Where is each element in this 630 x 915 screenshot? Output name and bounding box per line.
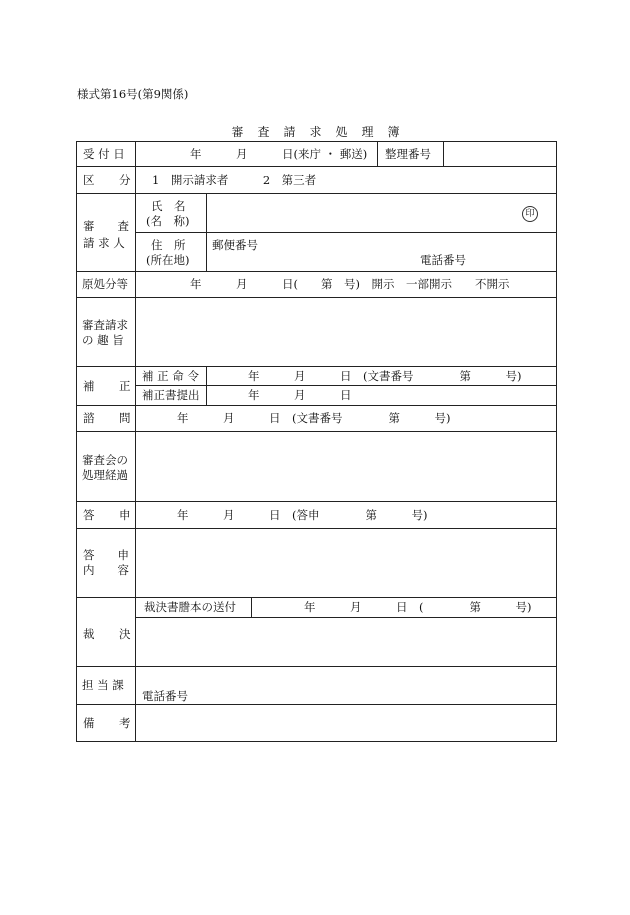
label-report-content-2: 内 容	[83, 563, 129, 577]
label-uketsuke: 受 付 日	[83, 147, 125, 161]
label-report-right: 申	[119, 508, 131, 522]
label-correction-order: 補 正 命 令	[142, 369, 199, 383]
label-purpose-1: 審査請求	[82, 318, 128, 332]
phone-label: 電話番号	[420, 253, 466, 267]
correction-submit-value: 年 月 日	[248, 388, 352, 402]
label-seiri: 整理番号	[385, 147, 431, 161]
label-report-content-1: 答 申	[83, 548, 129, 562]
inquiry-value: 年 月 日 (文書番号 第 号)	[177, 411, 451, 425]
kubun-options: 1 開示請求者 2 第三者	[152, 173, 317, 187]
label-committee-1: 審査会の	[82, 453, 128, 467]
label-report-left: 答	[83, 508, 95, 522]
label-correction-left: 補	[83, 379, 95, 393]
seal-icon: 印	[522, 206, 538, 222]
label-decision-sending: 裁決書謄本の送付	[144, 600, 236, 614]
label-dept: 担 当 課	[82, 678, 124, 692]
label-kubun-left: 区	[83, 173, 95, 187]
report-value: 年 月 日 (答申 第 号)	[177, 508, 428, 522]
label-address-1: 住 所	[151, 238, 186, 252]
label-committee-2: 処理経過	[82, 468, 128, 482]
label-original: 原処分等	[82, 277, 128, 291]
correction-order-value: 年 月 日 (文書番号 第 号)	[248, 369, 522, 383]
label-correction-submit: 補正書提出	[142, 388, 200, 402]
postal-code-label: 郵便番号	[212, 238, 258, 252]
label-correction-right: 正	[119, 379, 131, 393]
form-number: 様式第16号(第9関係)	[77, 87, 189, 101]
label-remarks-left: 備	[83, 716, 95, 730]
seiri-number-field[interactable]	[444, 142, 556, 166]
label-kubun-right: 分	[119, 173, 131, 187]
label-requester-1: 審 査	[83, 219, 129, 233]
label-inquiry-right: 問	[119, 411, 131, 425]
label-decision-left: 裁	[83, 627, 95, 641]
dept-phone-label: 電話番号	[142, 689, 188, 703]
uketsuke-date: 年 月 日(来庁 ・ 郵送)	[190, 147, 368, 161]
label-decision-right: 決	[119, 627, 131, 641]
label-inquiry-left: 諮	[83, 411, 95, 425]
form-title: 審 査 請 求 処 理 簿	[231, 125, 401, 139]
decision-sending-value: 年 月 日 ( 第 号)	[304, 600, 532, 614]
label-requester-2: 請 求 人	[83, 236, 125, 250]
label-remarks-right: 考	[119, 716, 131, 730]
label-address-2: (所在地)	[146, 253, 190, 267]
label-name-1: 氏 名	[151, 199, 186, 213]
label-name-2: (名 称)	[146, 214, 190, 228]
label-purpose-2: の 趣 旨	[82, 333, 124, 347]
original-value: 年 月 日( 第 号) 開示 一部開示 不開示	[190, 277, 510, 291]
